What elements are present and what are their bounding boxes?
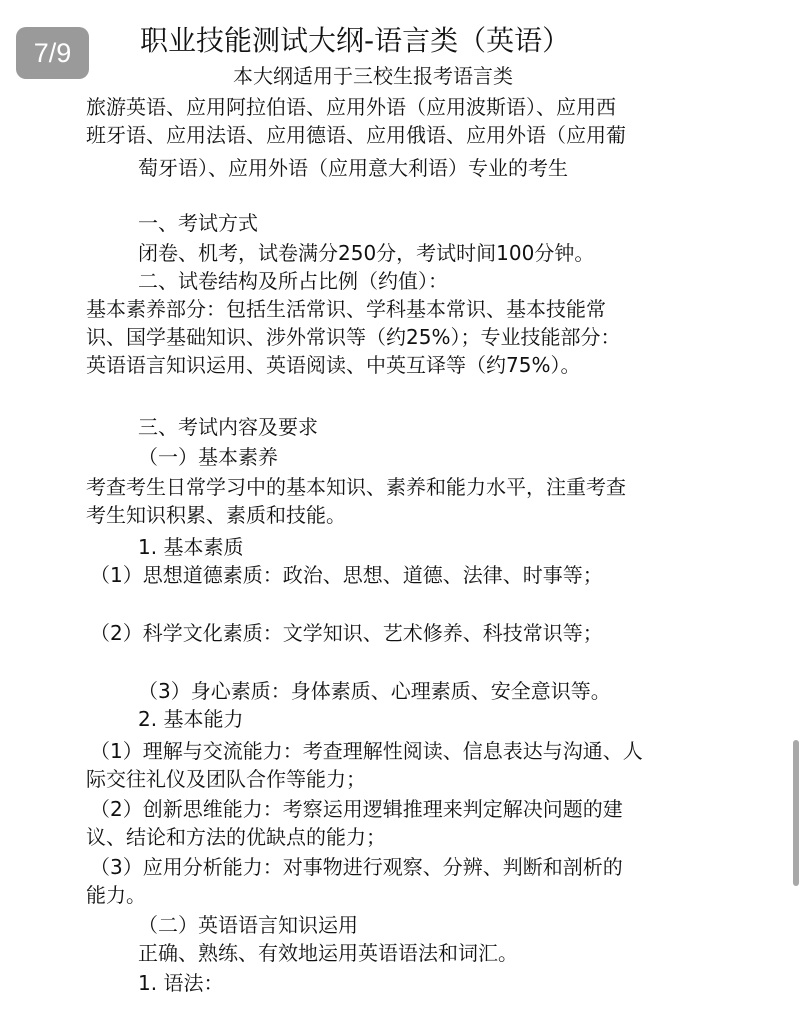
document-text-line: （3）身心素质：身体素质、心理素质、安全意识等。 <box>138 679 611 703</box>
document-subtitle: 本大纲适用于三校生报考语言类 <box>233 64 513 88</box>
document-text-line: 际交往礼仪及团队合作等能力； <box>86 767 366 791</box>
document-text-line: 基本素养部分：包括生活常识、学科基本常识、基本技能常 <box>86 297 606 321</box>
document-text-line: 议、结论和方法的优缺点的能力； <box>86 825 386 849</box>
vertical-scrollbar[interactable] <box>793 740 799 886</box>
document-text-line: （1）理解与交流能力：考查理解性阅读、信息表达与沟通、人 <box>90 739 643 763</box>
document-text-line: 二、试卷结构及所占比例（约值）： <box>138 269 448 293</box>
document-text-line: 1. 基本素质 <box>138 535 244 559</box>
document-text-line: （2）创新思维能力：考察运用逻辑推理来判定解决问题的建 <box>90 797 623 821</box>
document-text-line: 萄牙语）、应用外语（应用意大利语）专业的考生 <box>138 156 568 180</box>
document-text-line: （3）应用分析能力：对事物进行观察、分辨、判断和剖析的 <box>90 855 623 879</box>
document-text-line: （二）英语语言知识运用 <box>138 913 358 937</box>
document-text-line: 考生知识积累、素质和技能。 <box>86 503 346 527</box>
document-text-line: 一、考试方式 <box>138 211 258 235</box>
document-text-line: （一）基本素养 <box>138 445 278 469</box>
document-text-line: 英语语言知识运用、英语阅读、中英互译等（约75%）。 <box>86 353 581 377</box>
document-text-line: （1）思想道德素质：政治、思想、道德、法律、时事等； <box>90 563 603 587</box>
document-text-line: 三、考试内容及要求 <box>138 415 318 439</box>
document-text-line: 班牙语、应用法语、应用德语、应用俄语、应用外语（应用葡 <box>86 123 626 147</box>
document-text-line: 1. 语法： <box>138 971 224 995</box>
document-text-line: 闭卷、机考，试卷满分250分，考试时间100分钟。 <box>138 241 595 265</box>
page-indicator-badge: 7/9 <box>16 27 89 79</box>
document-text-line: 正确、熟练、有效地运用英语语法和词汇。 <box>138 941 518 965</box>
document-text-line: 2. 基本能力 <box>138 707 244 731</box>
document-title: 职业技能测试大纲-语言类（英语） <box>140 24 571 57</box>
document-text-line: 能力。 <box>86 883 146 907</box>
document-text-line: 考查考生日常学习中的基本知识、素养和能力水平，注重考查 <box>86 475 626 499</box>
document-text-line: （2）科学文化素质：文学知识、艺术修养、科技常识等； <box>90 621 603 645</box>
document-text-line: 识、国学基础知识、涉外常识等（约25%）；专业技能部分： <box>86 325 621 349</box>
document-text-line: 旅游英语、应用阿拉伯语、应用外语（应用波斯语）、应用西 <box>86 95 616 119</box>
